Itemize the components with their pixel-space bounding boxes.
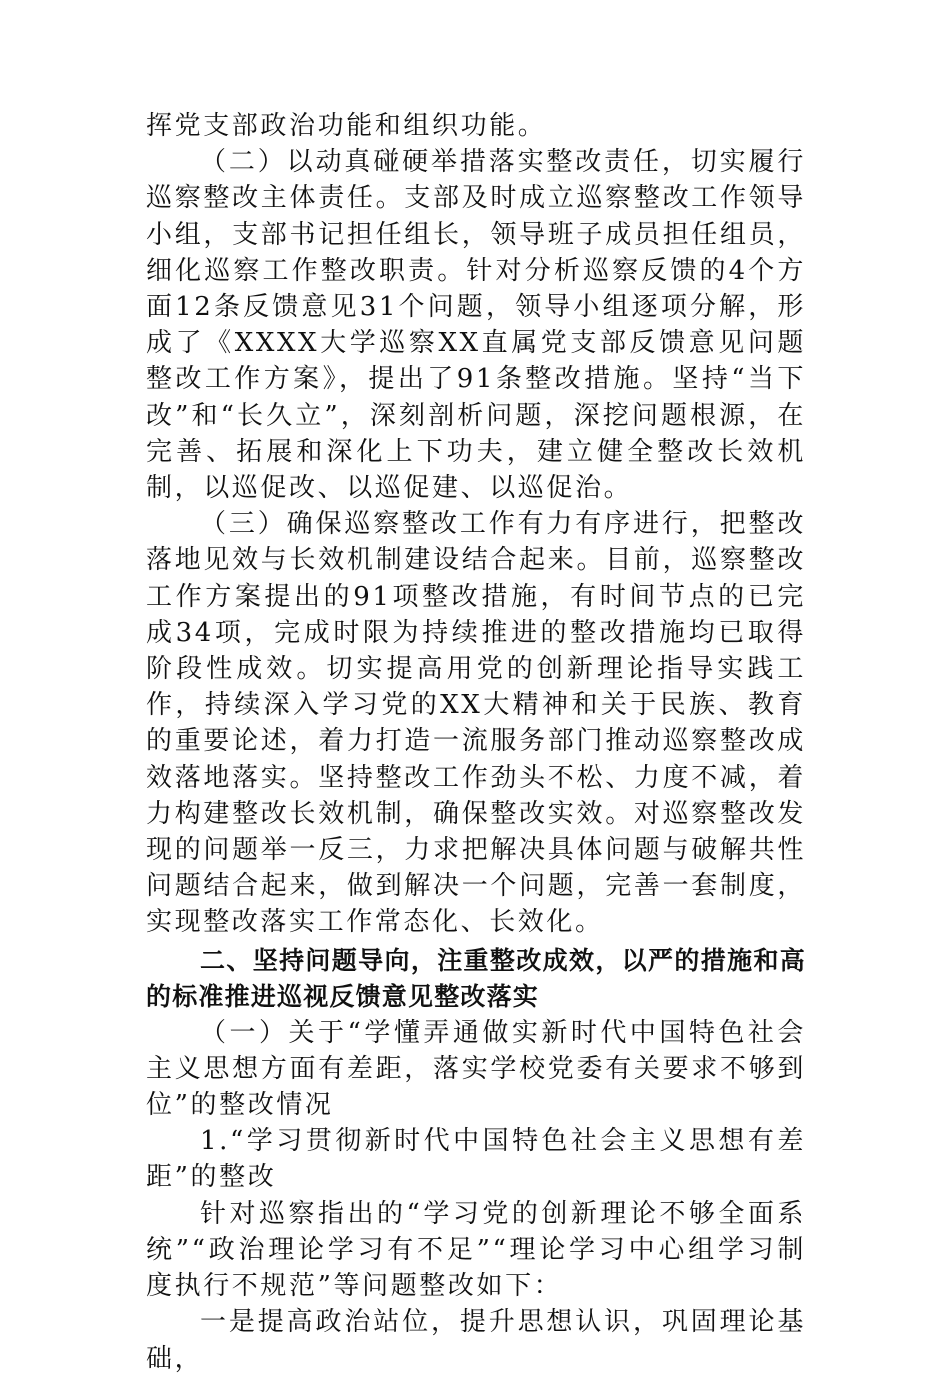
paragraph-continuation: 挥党支部政治功能和组织功能。: [146, 111, 547, 141]
item-heading-1: 1.“学习贯彻新时代中国特色社会主义思想有差距”的整改: [146, 1126, 806, 1193]
paragraph-section-2: （二）以动真碰硬举措落实整改责任，切实履行巡察整改主体责任。支部及时成立巡察整改工作领导小组，支部书记担任组长，领导班子成员担任组员，细化巡察工作整改职责。针对分析巡察反馈的4个方面12条反馈意见31个问题，领导小组逐项分解，形成了《XXXX大学巡察XX直属党支部反馈意见问题整改工作方案》，提出了91条整改措施。坚持“当下改”和“长久立”，深刻剖析问题，深挖问题根源，在完善、拓展和深化上下功夫，建立健全整改长效机制，以巡促改、以巡促建、以巡促治。: [146, 147, 806, 504]
section-heading-2: 二、坚持问题导向，注重整改成效，以严的措施和高的标准推进巡视反馈意见整改落实: [146, 945, 806, 1011]
paragraph-issues: 针对巡察指出的“学习党的创新理论不够全面系统”“政治理论学习有不足”“理论学习中心组学习制度执行不规范”等问题整改如下：: [146, 1198, 806, 1302]
paragraph-point-1: 一是提高政治站位，提升思想认识，巩固理论基础，: [146, 1307, 806, 1374]
paragraph-section-3: （三）确保巡察整改工作有力有序进行，把整改落地见效与长效机制建设结合起来。目前，巡察整改工作方案提出的91项整改措施，有时间节点的已完成34项，完成时限为持续推进的整改措施均已取得阶段性成效。切实提高用党的创新理论指导实践工作，持续深入学习党的XX大精神和关于民族、教育的重要论述，着力打造一流服务部门推动巡察整改成效落地落实。坚持整改工作劲头不松、力度不减，着力构建整改长效机制，确保整改实效。对巡察整改发现的问题举一反三，力求把解决具体问题与破解共性问题结合起来，做到解决一个问题，完善一套制度，实现整改落实工作常态化、长效化。: [146, 509, 806, 938]
document-page: [146, 108, 806, 1377]
subsection-heading-1: （一）关于“学懂弄通做实新时代中国特色社会主义思想方面有差距，落实学校党委有关要求不够到位”的整改情况: [146, 1017, 806, 1121]
